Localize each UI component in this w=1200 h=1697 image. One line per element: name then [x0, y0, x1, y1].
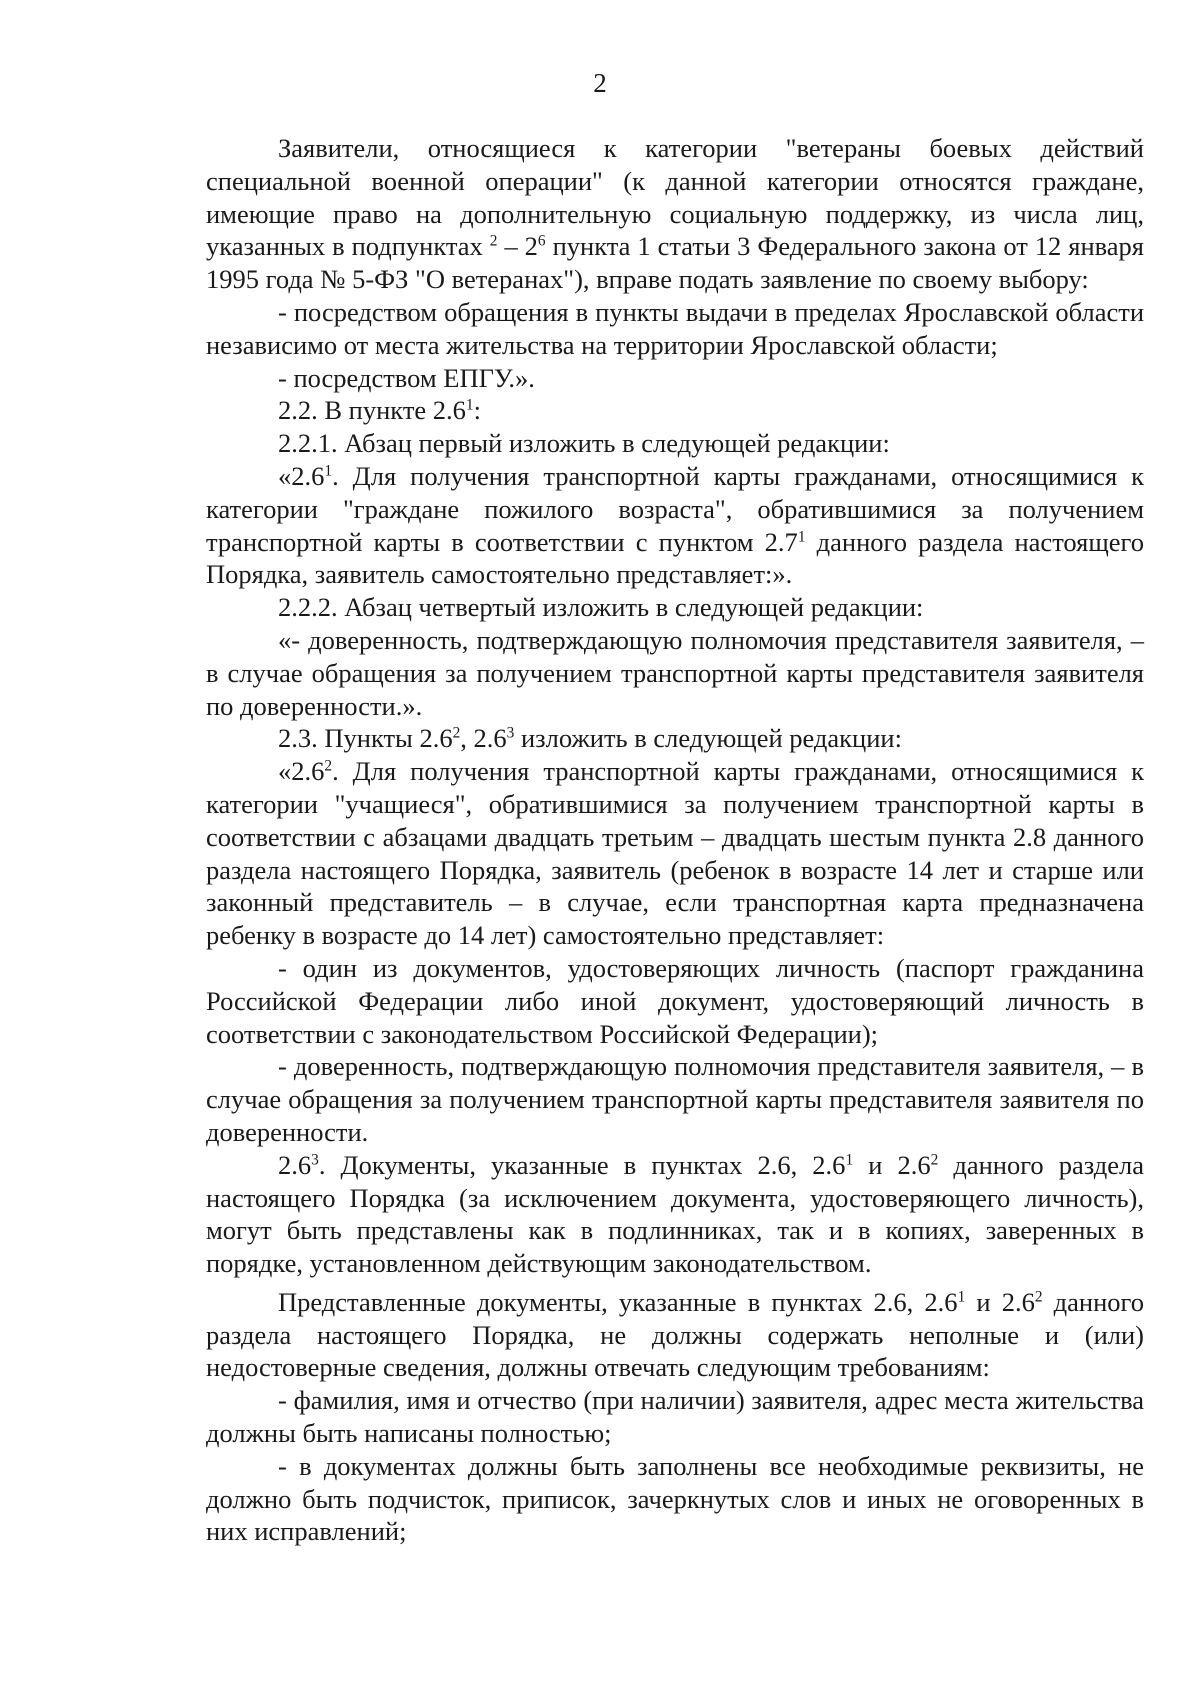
paragraph-option-pickup-points: - посредством обращения в пункты выдачи в пределах Ярославской области независимо от места жительства на территории Ярославской области; — [206, 296, 1144, 360]
document-body — [206, 132, 1144, 1548]
paragraph-option-epgu: - посредством ЕПГУ.». — [278, 362, 535, 393]
paragraph-submitted-documents: Представленные документы, указанные в пунктах 2.6, $2.6^1$ и $2.6^2$ данного раздела настоящего Порядка, не должны содержать неполные и (или) недостоверные сведения, должны отвечать следующим требованиям: — [206, 1286, 1144, 1383]
paragraph-clause-2-6-3: $2.6^3$. Документы, указанные в пунктах 2.6, $2.6^1$ и $2.6^2$ данного раздела настоящего Порядка (за исключением документа, удостоверяющего личность), могут быть представлены как в подлинниках, так и в копиях, заверенных в порядке, установленном действующим законодательством. — [206, 1149, 1144, 1279]
paragraph-clause-2-2: 2.2. В пункте $2.6^1$: — [278, 395, 481, 426]
paragraph-requirement-full-name: - фамилия, имя и отчество (при наличии) заявителя, адрес места жительства должны быть написаны полностью; — [206, 1385, 1144, 1449]
paragraph-clause-2-2-2: 2.2.2. Абзац четвертый изложить в следующей редакции: — [278, 592, 924, 623]
paragraph-identity-document: - один из документов, удостоверяющих личность (паспорт гражданина Российской Федерации либо иной документ, удостоверяющий личность в соответствии с законодательством Российской Федерации); — [206, 952, 1144, 1049]
paragraph-clause-2-6-2: «$2.6^2$. Для получения транспортной карты гражданами, относящимися к категории "учащиеся", обратившимися за получением транспортной карты в соответствии с абзацами двадцать третьим – двадцать шестым пункта 2.8 данного раздела настоящего Порядка, заявитель (ребенок в возрасте 14 лет и старше или законный представитель – в случае, если транспортная карта предназначена ребенку в возрасте до 14 лет) самостоятельно представляет: — [206, 756, 1144, 951]
paragraph-clause-2-2-1: 2.2.1. Абзац первый изложить в следующей редакции: — [278, 428, 890, 459]
paragraph-power-of-attorney-2: - доверенность, подтверждающую полномочия представителя заявителя, – в случае обращения за получением транспортной карты представителя заявителя по доверенности. — [206, 1051, 1144, 1147]
paragraph-power-of-attorney-1: «- доверенность, подтверждающую полномочия представителя заявителя, – в случае обращения за получением транспортной карты представителя заявителя по доверенности.». — [206, 624, 1144, 721]
paragraph-clause-2-3: 2.3. Пункты $2.6^2$, $2.6^3$ изложить в следующей редакции: — [278, 723, 902, 754]
paragraph-requirement-details: - в документах должны быть заполнены все необходимые реквизиты, не должно быть подчисток, приписок, зачеркнутых слов и иных не оговоренных в них исправлений; — [206, 1450, 1144, 1547]
paragraph-combat-veterans: Заявители, относящиеся к категории "ветераны боевых действий специальной военной операции" (к данной категории относятся граждане, имеющие право на дополнительную социальную поддержку, из числа лиц, указанных в подпунктах $^2 - 2^6$ пункта 1 статьи 3 Федерального закона от 12 января 1995 года № 5-ФЗ "О ветеранах"), вправе подать заявление по своему выбору: — [206, 133, 1144, 295]
paragraph-clause-2-6-1: «$2.6^1$. Для получения транспортной карты гражданами, относящимися к категории "граждане пожилого возраста", обратившимися за получением транспортной карты в соответствии с пунктом $2.7^1$ данного раздела настоящего Порядка, заявитель самостоятельно представляет:». — [206, 460, 1144, 590]
page-number: 2 — [593, 68, 607, 98]
